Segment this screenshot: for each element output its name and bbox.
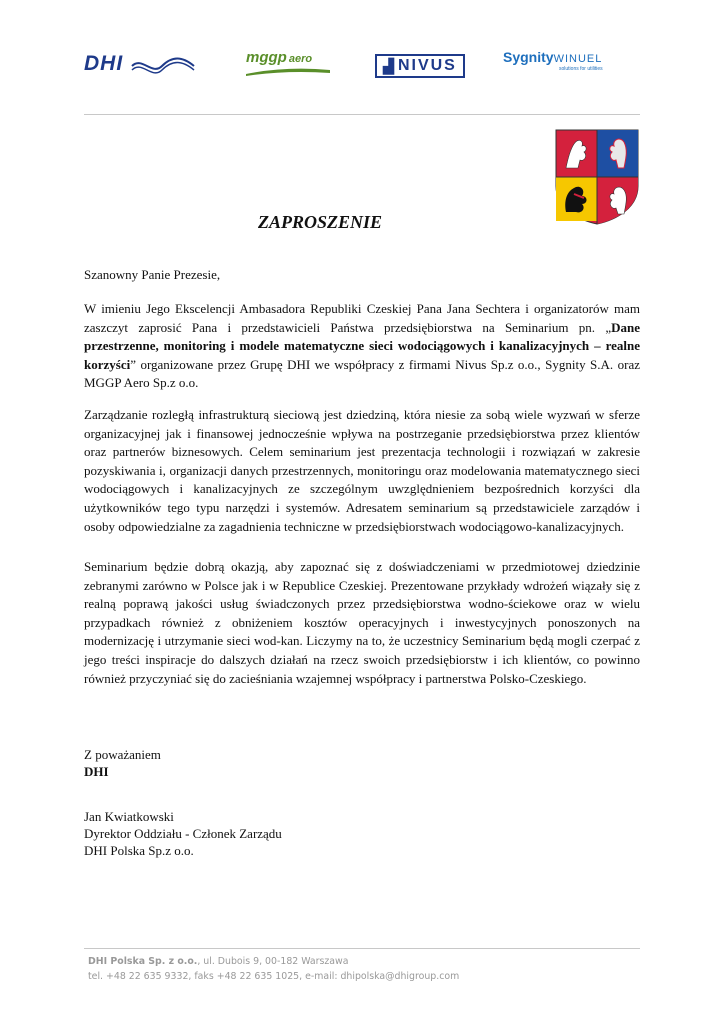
mggp-logo-sub: aero (288, 53, 313, 65)
greeting (84, 266, 640, 285)
seminar-title: Dane przestrzenne, monitoring i modele matematyczne sieci wodociągowych i kanalizacyjnych – realne korzyści (84, 319, 640, 372)
closing-text: Z poważaniem (84, 747, 161, 762)
sygnity-winuel-logo (503, 49, 603, 72)
closing-block (84, 746, 161, 780)
mggp-aero-logo (246, 49, 332, 77)
page-title: ZAPROSZENIE (258, 212, 383, 232)
czech-coat-of-arms-icon (554, 128, 640, 226)
footer-divider (84, 948, 640, 949)
sygnity-tagline: solutions for utilities (559, 66, 603, 72)
dhi-logo (84, 52, 123, 76)
footer (88, 954, 459, 984)
dhi-wave-icon (130, 54, 196, 78)
invitation-text-end: ” organizowane przez Grupę DHI we współpracy z firmami Nivus Sp.z o.o., Sygnity S.A. oraz MGGP Aero Sp.z o.o. (84, 356, 640, 391)
purpose-text: Zarządzanie rozległą infrastrukturą sieciową jest dziedziną, która niesie za sobą wiele wyzwań w sferze organizacyjnej jak i finansowej jednocześnie wpływa na postrzeganie przedsiębiorstwa przez klientów oraz partnerów biznesowych. Celem seminarium jest prezentacja technologii i rozwiązań w zakresie pozyskiwania i, organizacji danych przestrzennych, monitoringu oraz modelowania matematycznego sieci wodociągowych i kanalizacyjnych ze szczególnym uwzględnieniem bezpośrednich korzyści dla użytkowników tego typu narzędzi i systemów. Adresatem seminarium są przedstawiciele zarządów i osoby odpowiedzialne za zagadnienia techniczne w przedsiębiorstwach wodociągowo-kanalizacyjnych. (84, 407, 640, 534)
paragraph-purpose (84, 406, 640, 536)
greeting-text: Szanowny Panie Prezesie, (84, 267, 221, 282)
footer-address: , ul. Dubois 9, 00-182 Warszawa (197, 956, 349, 967)
paragraph-benefits (84, 558, 640, 688)
footer-contact: tel. +48 22 635 9332, faks +48 22 635 1025, e-mail: dhipolska@dhigroup.com (88, 971, 460, 982)
benefits-text: Seminarium będzie dobrą okazją, aby zapoznać się z doświadczeniami w przedmiotowej dziedzinie zebranymi zarówno w Polsce jak i w Republice Czeskiej. Prezentowane przykłady wdrożeń wiązały się z realną poprawą jakości usług świadczonych przez przedsiębiorstwa wodno-ściekowe oraz w wielu przypadkach również z obniżeniem kosztów operacyjnych i inwestycyjnych ponoszonych na modernizację i utrzymanie sieci wod-kan. Liczymy na to, że uczestnicy Seminarium będą mogli czerpać z jego treści inspiracje do dalszych działań na rzecz swoich przedsiębiorstw i ich klientów, co powinno również przyczyniać się do zacieśniania wzajemnej współpracy i partnerstwa Polsko-Czeskiego. (84, 559, 640, 686)
footer-company: DHI Polska Sp. z o.o. (88, 956, 198, 967)
invitation-text-start: W imieniu Jego Ekscelencji Ambasadora Republiki Czeskiej Pana Jana Sechtera i organizatorów mam zaszczyt zaprosić Pana i przedstawicieli Państwa przedsiębiorstwa na Seminarium pn. „ (84, 301, 640, 335)
nivus-logo (375, 54, 465, 78)
signatory-company: DHI Polska Sp.z o.o. (84, 843, 194, 858)
nivus-logo-text: NIVUS (397, 57, 457, 74)
winuel-logo-text: WINUEL (553, 53, 603, 65)
header-divider (84, 114, 640, 115)
mggp-swoosh-icon (246, 67, 332, 77)
signatory-role: Dyrektor Oddziału - Członek Zarządu (84, 826, 282, 841)
signatory-block (84, 808, 282, 859)
paragraph-invitation (84, 300, 640, 393)
signatory-name: Jan Kwiatkowski (84, 809, 174, 824)
mggp-logo-text: mggp (246, 49, 287, 66)
sygnity-logo-text: Sygnity (503, 49, 554, 65)
partner-logos (0, 44, 725, 84)
closing-org: DHI (84, 764, 109, 779)
nivus-mark-icon: ▟ (383, 57, 396, 74)
dhi-logo-text: DHI (84, 52, 124, 75)
